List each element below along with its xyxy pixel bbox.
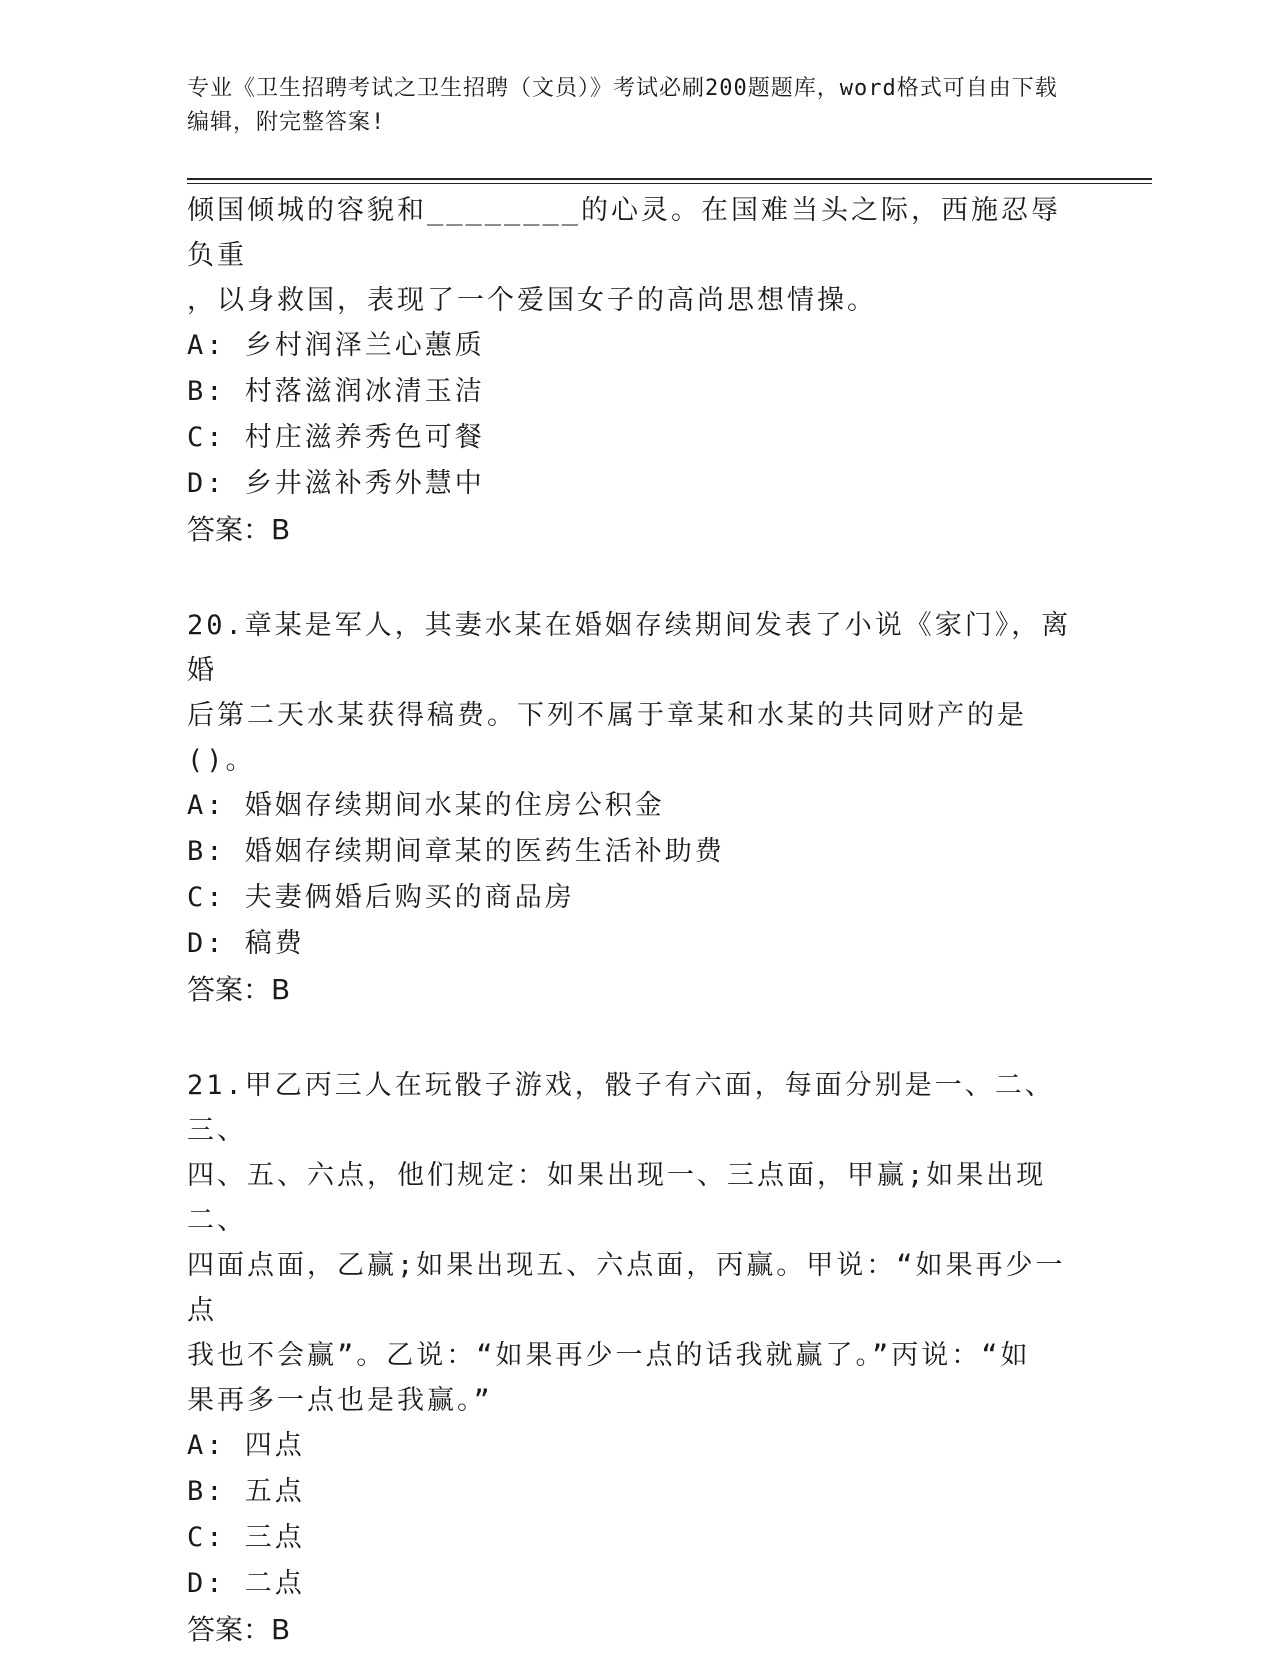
header-divider-thick (187, 178, 1152, 180)
option-d: D: 乡井滋补秀外慧中 (187, 468, 485, 499)
question-text-line: 20.章某是军人，其妻水某在婚姻存续期间发表了小说《家门》，离婚 (187, 610, 1072, 686)
document-header (187, 72, 1067, 140)
option-c: C: 村庄滋养秀色可餐 (187, 422, 485, 453)
question-text-line: 我也不会赢”。乙说：“如果再少一点的话我就赢了。”丙说：“如 (187, 1340, 1031, 1371)
option-b: B: 婚姻存续期间章某的医药生活补助费 (187, 836, 725, 867)
option-b: B: 五点 (187, 1476, 305, 1507)
option-d: D: 稿费 (187, 928, 305, 959)
question-19 (187, 188, 1087, 553)
answer: 答案：B (187, 1613, 291, 1646)
question-text-line: 后第二天水某获得稿费。下列不属于章某和水某的共同财产的是()。 (187, 700, 1027, 776)
question-text-line: 21.甲乙丙三人在玩骰子游戏，骰子有六面，每面分别是一、二、三、 (187, 1070, 1055, 1146)
question-list (187, 188, 1087, 1653)
question-text-line: 果再多一点也是我赢。” (187, 1385, 493, 1416)
question-text-line: 四、五、六点，他们规定：如果出现一、三点面，甲赢;如果出现二、 (187, 1160, 1047, 1236)
option-c: C: 夫妻俩婚后购买的商品房 (187, 882, 575, 913)
option-a: A: 乡村润泽兰心蕙质 (187, 330, 485, 361)
option-a: A: 婚姻存续期间水某的住房公积金 (187, 790, 665, 821)
header-intro: 专业《卫生招聘考试之卫生招聘（文员）》考试必刷200题题库，word格式可自由下载编辑，附完整答案! (187, 76, 1058, 135)
option-d: D: 二点 (187, 1568, 305, 1599)
question-text-line: 四面点面，乙赢;如果出现五、六点面，丙赢。甲说：“如果再少一点 (187, 1250, 1066, 1326)
answer: 答案：B (187, 973, 291, 1006)
question-text-line: ，以身救国，表现了一个爱国女子的高尚思想情操。 (187, 285, 877, 316)
question-21 (187, 1063, 1087, 1653)
option-b: B: 村落滋润冰清玉洁 (187, 376, 485, 407)
header-divider-thin (187, 183, 1152, 184)
answer: 答案：B (187, 513, 291, 546)
question-20 (187, 603, 1087, 1013)
question-text-line: 倾国倾城的容貌和________的心灵。在国难当头之际，西施忍辱负重 (187, 195, 1062, 271)
option-c: C: 三点 (187, 1522, 305, 1553)
option-a: A: 四点 (187, 1430, 305, 1461)
